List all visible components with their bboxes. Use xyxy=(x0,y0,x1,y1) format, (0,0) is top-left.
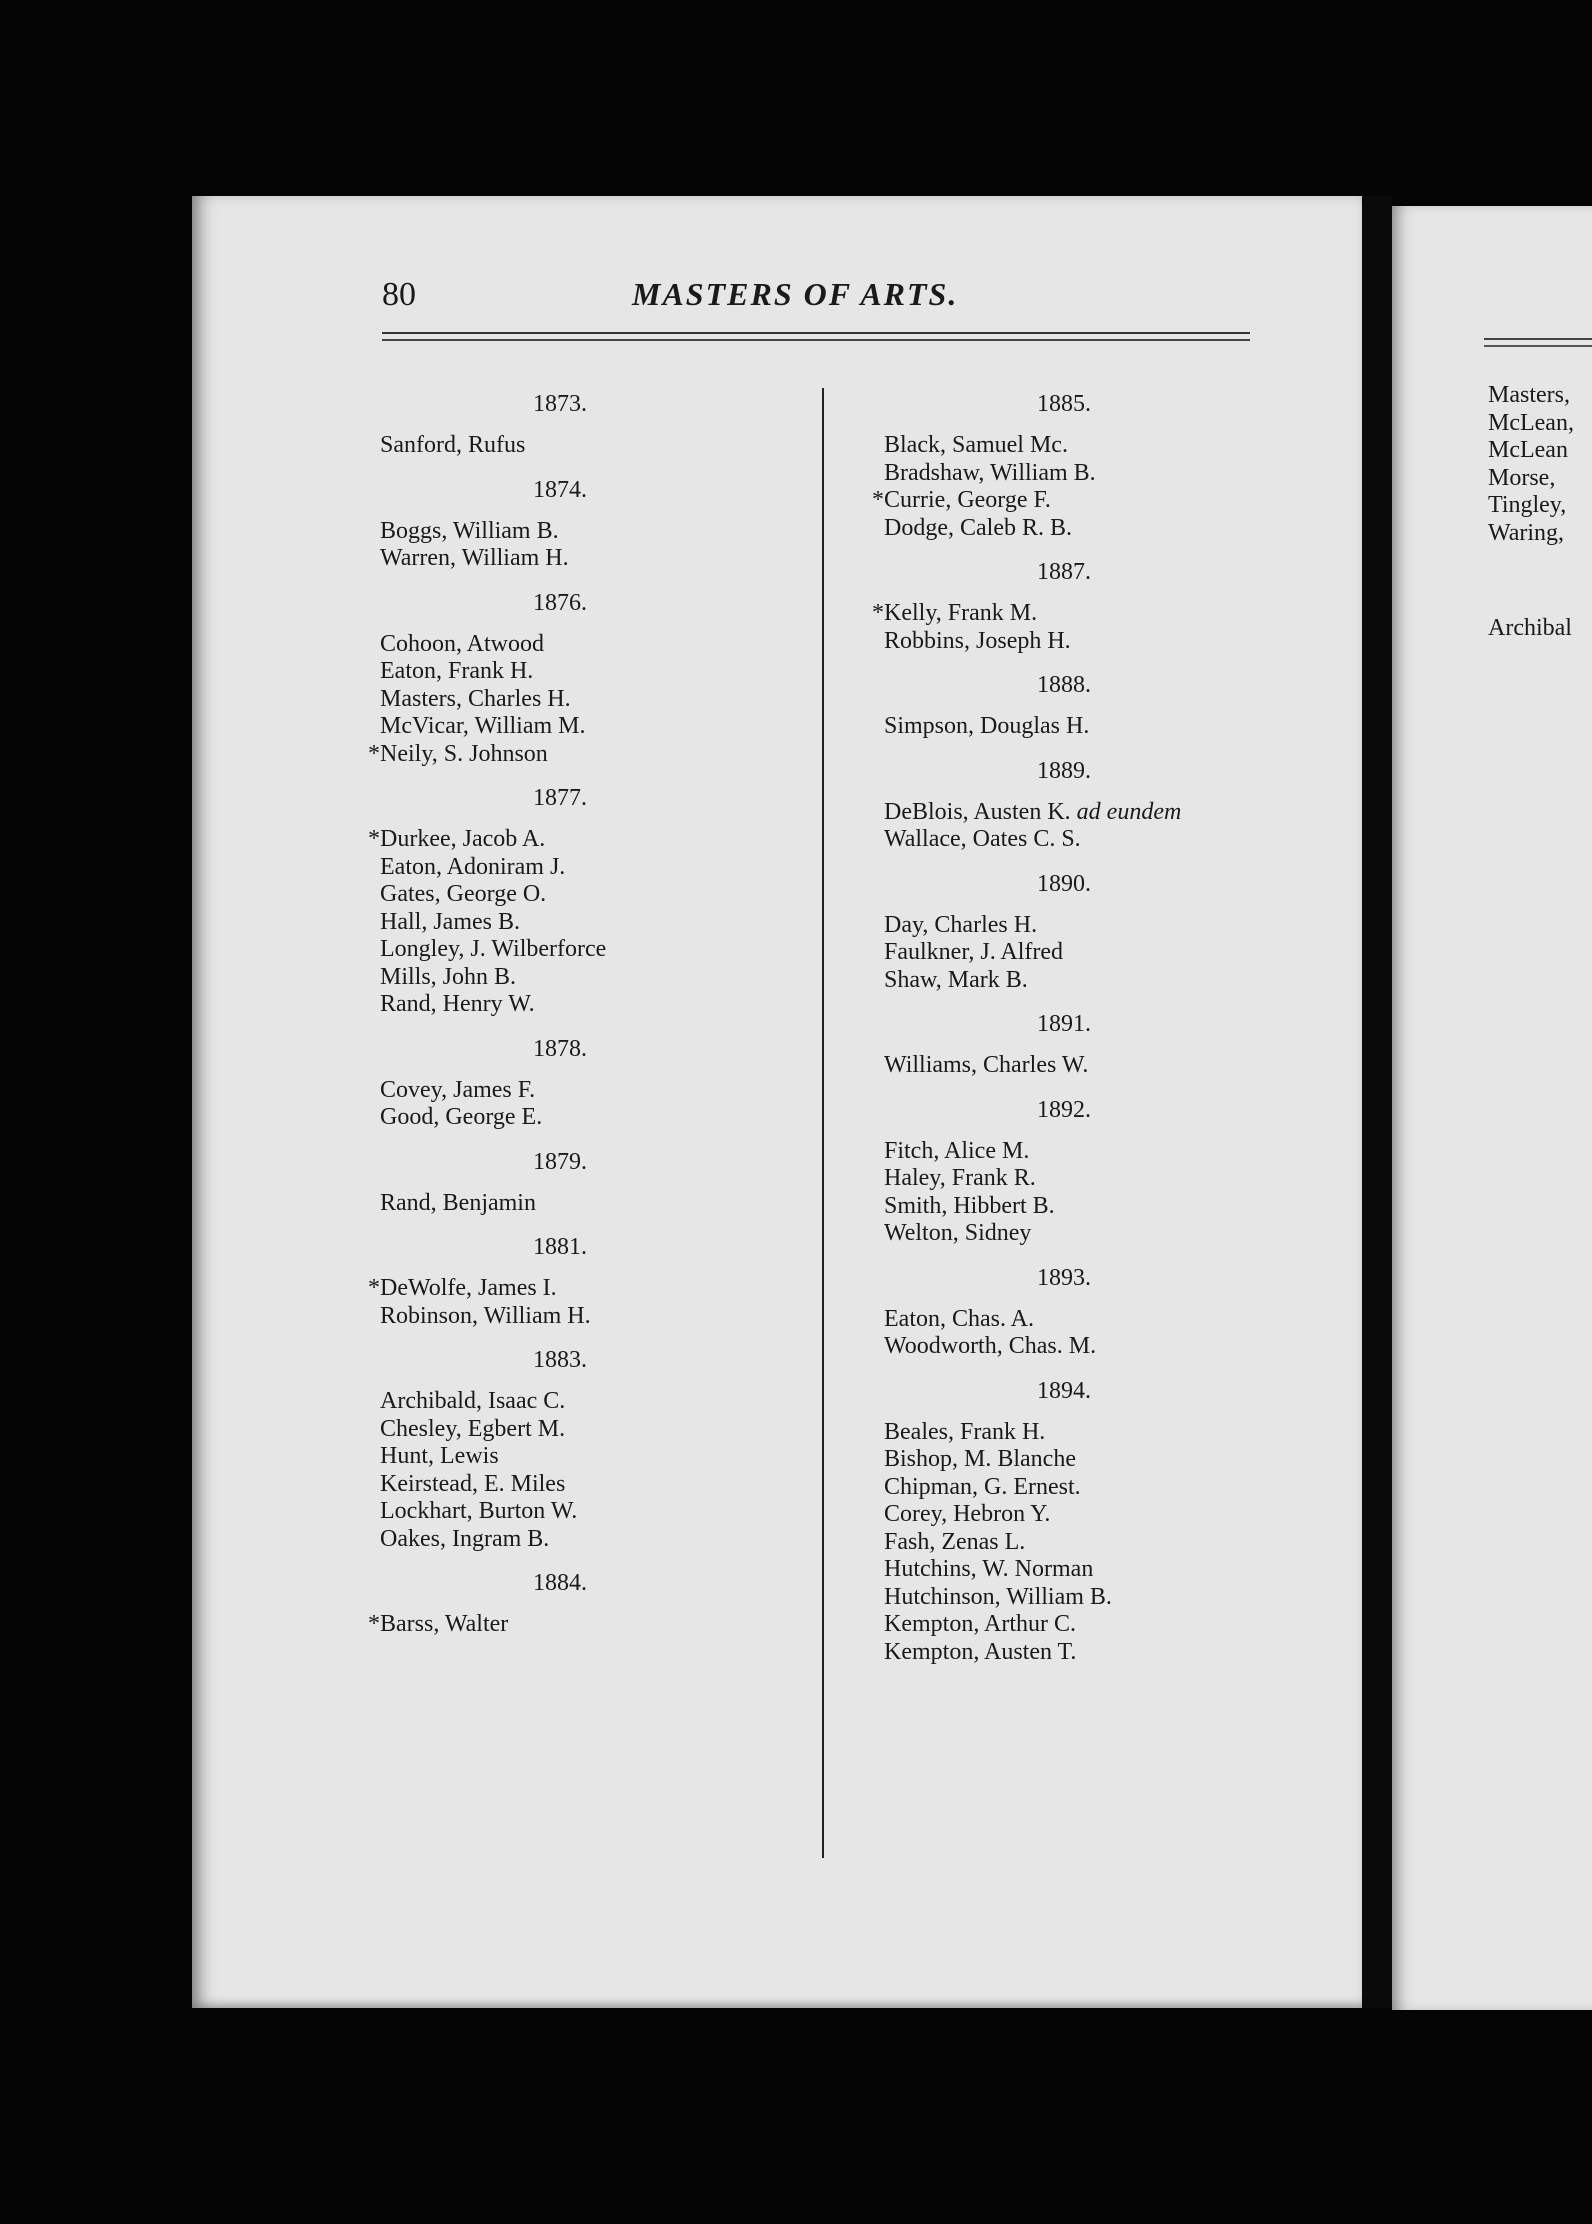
graduate-name xyxy=(380,964,740,992)
name-text: Hall, James B. xyxy=(380,908,520,935)
graduate-name xyxy=(884,460,1244,488)
name-text: Covey, James F. xyxy=(380,1076,536,1103)
year-heading: 1887. xyxy=(1037,559,1091,585)
graduate-name xyxy=(884,912,1244,940)
year-heading: 1891. xyxy=(1037,1011,1091,1037)
facing-page-name: Archibal xyxy=(1488,615,1572,641)
graduate-name xyxy=(368,826,740,854)
name-text: Archibald, Isaac C. xyxy=(380,1388,566,1414)
year-heading: 1873. xyxy=(533,391,587,417)
facing-page-name: Masters, xyxy=(1488,382,1570,408)
graduate-name xyxy=(884,515,1244,543)
graduate-name xyxy=(380,1104,740,1132)
year-group xyxy=(884,1258,1244,1361)
year-heading: 1885. xyxy=(1037,391,1091,417)
graduate-name xyxy=(884,1446,1244,1474)
year-heading: 1884. xyxy=(533,1570,587,1596)
deceased-mark: * xyxy=(872,487,884,513)
graduate-name xyxy=(884,432,1244,460)
name-text: Bishop, M. Blanche xyxy=(884,1446,1076,1472)
name-text: Gates, George O. xyxy=(380,881,547,907)
page-header xyxy=(382,272,1252,322)
year-heading: 1888. xyxy=(1037,672,1091,698)
facing-page-name: Tingley, xyxy=(1488,492,1567,518)
graduate-name xyxy=(872,487,1244,515)
name-text: Lockhart, Burton W. xyxy=(380,1498,578,1524)
facing-header-rule-double xyxy=(1484,345,1592,347)
name-text: Dodge, Caleb R. B. xyxy=(884,514,1072,541)
name-text: Barss, Walter xyxy=(380,1611,509,1637)
graduate-name xyxy=(380,881,740,909)
graduate-name xyxy=(884,1193,1244,1221)
name-text: Boggs, William B. xyxy=(380,517,559,544)
name-text: Longley, J. Wilberforce xyxy=(380,936,607,962)
year-group xyxy=(884,864,1244,995)
year-group xyxy=(368,583,740,769)
graduate-name xyxy=(380,1471,740,1499)
name-text: Welton, Sidney xyxy=(884,1220,1032,1246)
year-group xyxy=(368,1563,740,1639)
name-text: DeBlois, Austen K. xyxy=(884,798,1071,825)
graduate-name xyxy=(380,1190,740,1218)
graduate-name xyxy=(368,1611,740,1639)
graduate-name xyxy=(380,1526,740,1554)
name-text: Hunt, Lewis xyxy=(380,1443,499,1469)
name-text: Wallace, Oates C. S. xyxy=(884,826,1081,852)
name-text: Fash, Zenas L. xyxy=(884,1528,1026,1555)
name-text: Woodworth, Chas. M. xyxy=(884,1333,1097,1359)
name-text: Corey, Hebron Y. xyxy=(884,1501,1051,1527)
year-group xyxy=(368,778,740,1019)
graduate-name xyxy=(380,686,740,714)
year-group xyxy=(380,1029,740,1132)
deceased-mark: * xyxy=(872,600,884,626)
name-text: McVicar, William M. xyxy=(380,713,586,739)
year-group xyxy=(884,1004,1244,1080)
facing-page-name: McLean, xyxy=(1488,409,1574,436)
name-text: Day, Charles H. xyxy=(884,911,1038,938)
name-text: Beales, Frank H. xyxy=(884,1418,1046,1445)
page-number: 80 xyxy=(382,276,416,313)
graduate-name xyxy=(884,967,1244,995)
name-text: Durkee, Jacob A. xyxy=(380,826,546,852)
graduate-name xyxy=(380,1077,740,1105)
year-group xyxy=(380,1142,740,1218)
graduate-name xyxy=(380,432,740,460)
year-heading: 1883. xyxy=(533,1347,587,1373)
facing-page-name: Morse, xyxy=(1488,464,1556,491)
facing-page-name: Waring, xyxy=(1488,519,1565,546)
year-group xyxy=(884,665,1244,741)
year-group xyxy=(884,751,1244,854)
year-group xyxy=(884,1090,1244,1248)
graduate-name xyxy=(380,1443,740,1471)
name-text: Eaton, Adoniram J. xyxy=(380,853,566,880)
name-text: Rand, Henry W. xyxy=(380,991,535,1017)
name-text: Kempton, Austen T. xyxy=(884,1638,1077,1665)
graduate-name xyxy=(884,1529,1244,1557)
name-text: Eaton, Frank H. xyxy=(380,658,534,684)
year-heading: 1890. xyxy=(1037,870,1091,897)
graduate-name xyxy=(380,713,740,741)
graduate-name xyxy=(884,1333,1244,1361)
graduate-name xyxy=(884,1501,1244,1529)
graduate-name xyxy=(380,854,740,882)
page-title: MASTERS OF ARTS. xyxy=(632,276,959,312)
graduate-name xyxy=(884,713,1244,741)
graduate-name xyxy=(884,1165,1244,1193)
name-text: Sanford, Rufus xyxy=(380,432,526,458)
year-heading: 1878. xyxy=(533,1035,587,1062)
graduate-name xyxy=(884,1052,1244,1080)
name-text: Neily, S. Johnson xyxy=(380,740,548,767)
name-text: Cohoon, Atwood xyxy=(380,630,545,657)
year-group xyxy=(872,552,1244,655)
graduate-name xyxy=(380,936,740,964)
year-group xyxy=(380,470,740,573)
deceased-mark: * xyxy=(368,826,380,852)
name-text: Williams, Charles W. xyxy=(884,1052,1089,1078)
page-gutter xyxy=(1362,196,1392,2008)
year-group xyxy=(380,1340,740,1553)
graduate-name xyxy=(884,1584,1244,1612)
header-rule-double xyxy=(382,339,1250,341)
graduate-name xyxy=(380,658,740,686)
degree-note: ad eundem xyxy=(1070,798,1182,825)
year-group xyxy=(368,1227,740,1330)
name-text: Mills, John B. xyxy=(380,963,517,990)
graduate-name xyxy=(380,545,740,573)
name-text: Simpson, Douglas H. xyxy=(884,713,1090,739)
name-text: Robinson, William H. xyxy=(380,1302,591,1329)
name-text: Rand, Benjamin xyxy=(380,1189,536,1216)
name-text: Smith, Hibbert B. xyxy=(884,1192,1055,1219)
graduate-name xyxy=(872,600,1244,628)
year-heading: 1881. xyxy=(533,1234,587,1260)
graduate-name xyxy=(368,740,740,769)
graduate-name xyxy=(380,991,740,1019)
year-heading: 1877. xyxy=(533,785,587,811)
header-rule xyxy=(382,332,1250,334)
name-text: Shaw, Mark B. xyxy=(884,966,1028,993)
graduate-name xyxy=(884,1611,1244,1639)
graduate-name xyxy=(884,799,1244,827)
year-group xyxy=(872,384,1244,542)
year-heading: 1879. xyxy=(533,1148,587,1175)
name-text: Masters, Charles H. xyxy=(380,685,571,712)
name-text: Warren, William H. xyxy=(380,545,569,571)
graduate-name xyxy=(884,1306,1244,1334)
name-text: Good, George E. xyxy=(380,1104,543,1130)
name-text: DeWolfe, James I. xyxy=(380,1275,557,1301)
graduate-name xyxy=(380,1498,740,1526)
name-text: Chipman, G. Ernest. xyxy=(884,1473,1081,1500)
deceased-mark: * xyxy=(368,1611,380,1637)
facing-header-rule xyxy=(1484,338,1592,340)
name-text: Faulkner, J. Alfred xyxy=(884,939,1064,965)
year-heading: 1874. xyxy=(533,476,587,503)
name-text: Robbins, Joseph H. xyxy=(884,627,1071,654)
name-text: Eaton, Chas. A. xyxy=(884,1305,1034,1332)
graduate-name xyxy=(380,518,740,546)
graduate-name xyxy=(380,1416,740,1444)
graduate-name xyxy=(884,826,1244,854)
left-column xyxy=(368,382,740,1649)
graduate-name xyxy=(380,909,740,937)
deceased-mark: * xyxy=(368,740,380,767)
graduate-name xyxy=(380,1388,740,1416)
name-text: Hutchinson, William B. xyxy=(884,1583,1112,1610)
name-text: Black, Samuel Mc. xyxy=(884,432,1068,458)
name-text: Oakes, Ingram B. xyxy=(380,1525,550,1552)
name-text: Kempton, Arthur C. xyxy=(884,1611,1076,1637)
right-column xyxy=(872,382,1244,1676)
graduate-name xyxy=(884,939,1244,967)
facing-page-name: McLean xyxy=(1488,437,1568,463)
name-text: Fitch, Alice M. xyxy=(884,1137,1030,1164)
name-text: Chesley, Egbert M. xyxy=(380,1415,566,1442)
year-group xyxy=(884,1371,1244,1667)
year-heading: 1889. xyxy=(1037,757,1091,784)
name-text: Keirstead, E. Miles xyxy=(380,1470,566,1497)
graduate-name xyxy=(884,628,1244,656)
facing-page-entries xyxy=(1488,382,1574,643)
deceased-mark: * xyxy=(368,1275,380,1301)
graduate-name xyxy=(884,1220,1244,1248)
year-group xyxy=(380,384,740,460)
year-heading: 1894. xyxy=(1037,1377,1091,1404)
graduate-name xyxy=(884,1639,1244,1667)
graduate-name xyxy=(380,1303,740,1331)
name-text: Kelly, Frank M. xyxy=(884,600,1038,626)
name-text: Bradshaw, William B. xyxy=(884,459,1096,486)
graduate-name xyxy=(368,1275,740,1303)
year-heading: 1893. xyxy=(1037,1264,1091,1291)
year-heading: 1876. xyxy=(533,589,587,616)
name-text: Haley, Frank R. xyxy=(884,1165,1036,1191)
column-divider xyxy=(822,388,824,1858)
graduate-name xyxy=(380,631,740,659)
graduate-name xyxy=(884,1419,1244,1447)
year-heading: 1892. xyxy=(1037,1096,1091,1123)
graduate-name xyxy=(884,1138,1244,1166)
graduate-name xyxy=(884,1474,1244,1502)
name-text: Hutchins, W. Norman xyxy=(884,1556,1094,1582)
name-text: Currie, George F. xyxy=(884,487,1051,513)
graduate-name xyxy=(884,1556,1244,1584)
